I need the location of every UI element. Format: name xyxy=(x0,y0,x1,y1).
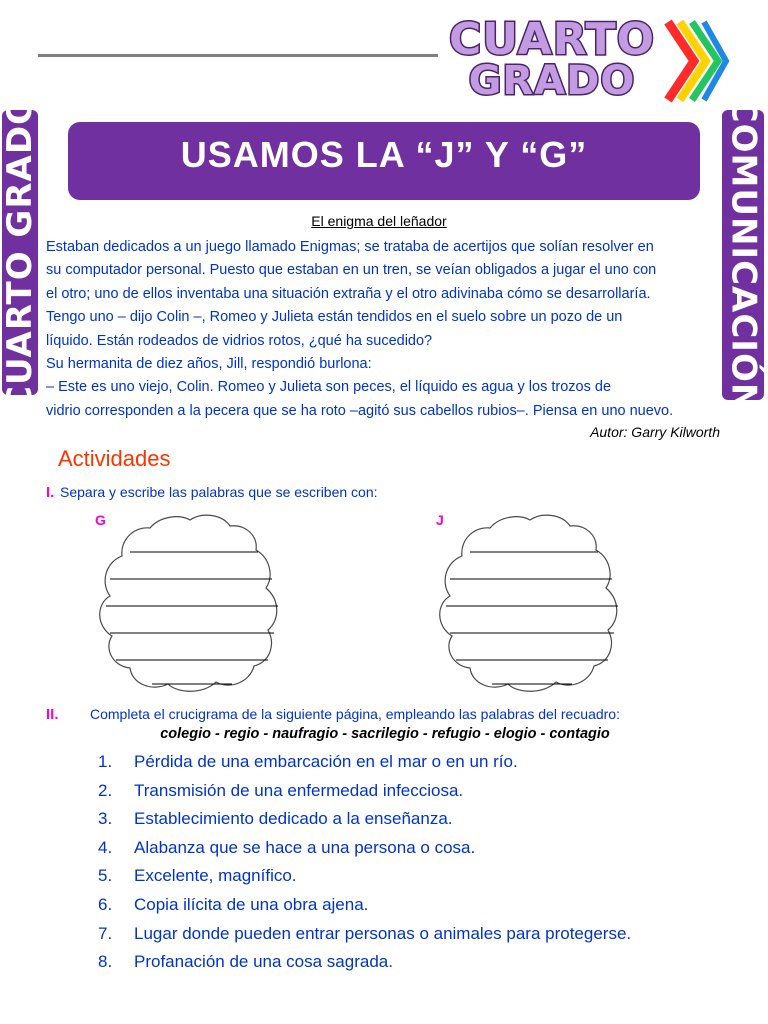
clue-number: 4. xyxy=(98,837,113,857)
clue-number: 2. xyxy=(98,780,113,800)
left-side-banner xyxy=(0,94,41,411)
clue-item xyxy=(98,748,631,777)
section-2-instruction: Completa el crucigrama de la siguiente página, empleando las palabras del recuadro: xyxy=(90,706,620,722)
clue-text: Establecimiento dedicado a la enseñanza. xyxy=(134,809,453,829)
clue-number: 5. xyxy=(98,866,113,886)
clue-item xyxy=(98,805,631,834)
section-2-number: II. xyxy=(46,706,59,723)
story-line: vidrio corresponden a la pecera que se ha roto –agitó sus cabellos rubios–. Piensa en uno nuevo. xyxy=(46,402,674,419)
cloud-outline xyxy=(440,515,617,691)
clue-text: Excelente, magnífico. xyxy=(134,866,297,886)
clue-text: Transmisión de una enfermedad infecciosa. xyxy=(134,780,464,800)
clue-list xyxy=(98,748,631,977)
story-line: Estaban dedicados a un juego llamado Enigmas; se trataba de acertijos que solían resolver en xyxy=(46,239,654,255)
logo-line-2: GRADO xyxy=(468,58,636,104)
clue-text: Copia ilícita de una obra ajena. xyxy=(134,894,369,914)
clue-item xyxy=(98,777,631,806)
clue-number: 6. xyxy=(98,894,113,914)
story-author: Autor: Garry Kilworth xyxy=(590,424,720,440)
story-text xyxy=(46,236,726,423)
clue-item xyxy=(98,920,631,949)
clue-text: Alabanza que se hace a una persona o cosa. xyxy=(134,837,476,857)
clue-item xyxy=(98,948,631,977)
title-banner xyxy=(68,122,700,200)
clue-item xyxy=(98,834,631,863)
story-heading: El enigma del leñador xyxy=(311,213,447,229)
clue-number: 3. xyxy=(98,809,113,829)
word-bank: colegio - regio - naufragio - sacrilegio - refugio - elogio - contagio xyxy=(160,726,610,742)
cloud-g-label: G xyxy=(95,512,106,528)
cloud-answer-box-j[interactable] xyxy=(430,510,626,694)
story-line: su computador personal. Puesto que estaban en un tren, se veían obligados a jugar el uno con xyxy=(46,262,657,279)
cuarto-grado-logo xyxy=(432,8,732,108)
cloud-answer-box-g[interactable] xyxy=(90,510,286,694)
right-side-banner-text: COMUNICACIÓN xyxy=(723,97,764,413)
clue-number: 8. xyxy=(98,952,113,972)
clue-item xyxy=(98,862,631,891)
cloud-j-label: J xyxy=(436,512,444,528)
clue-number: 1. xyxy=(98,752,113,771)
clue-text: Profanación de una cosa sagrada. xyxy=(134,952,393,972)
section-1-number: I. xyxy=(46,484,55,501)
clue-text: Lugar donde pueden entrar personas o animales para protegerse. xyxy=(134,923,632,943)
left-side-banner-text: CUARTO GRADO xyxy=(0,94,41,411)
top-divider xyxy=(38,54,438,57)
clue-number: 7. xyxy=(98,923,113,943)
clue-text: Pérdida de una embarcación en el mar o en un río. xyxy=(134,752,518,771)
section-1-instruction: Separa y escribe las palabras que se escriben con: xyxy=(60,484,378,500)
story-line: líquido. Están rodeados de vidrios rotos, ¿qué ha sucedido? xyxy=(46,332,433,349)
chevron-arrows-icon xyxy=(664,16,730,106)
page-title: USAMOS LA “J” Y “G” xyxy=(180,134,588,175)
story-line: Su hermanita de diez años, Jill, respondió burlona: xyxy=(46,356,372,373)
right-side-banner xyxy=(722,97,764,413)
activities-title: Actividades xyxy=(58,446,171,471)
cloud-outline xyxy=(100,515,277,691)
story-line: Tengo uno – dijo Colin –, Romeo y Julieta están tendidos en el suelo sobre un pozo de un xyxy=(46,309,623,326)
clue-item xyxy=(98,891,631,920)
logo-line-1: CUARTO xyxy=(448,14,656,65)
story-line: el otro; uno de ellos inventaba una situación extraña y el otro adivinaba cómo se desarrollaría. xyxy=(46,285,651,302)
story-line: – Este es uno viejo, Colin. Romeo y Julieta son peces, el líquido es agua y los trozos de xyxy=(46,379,612,396)
